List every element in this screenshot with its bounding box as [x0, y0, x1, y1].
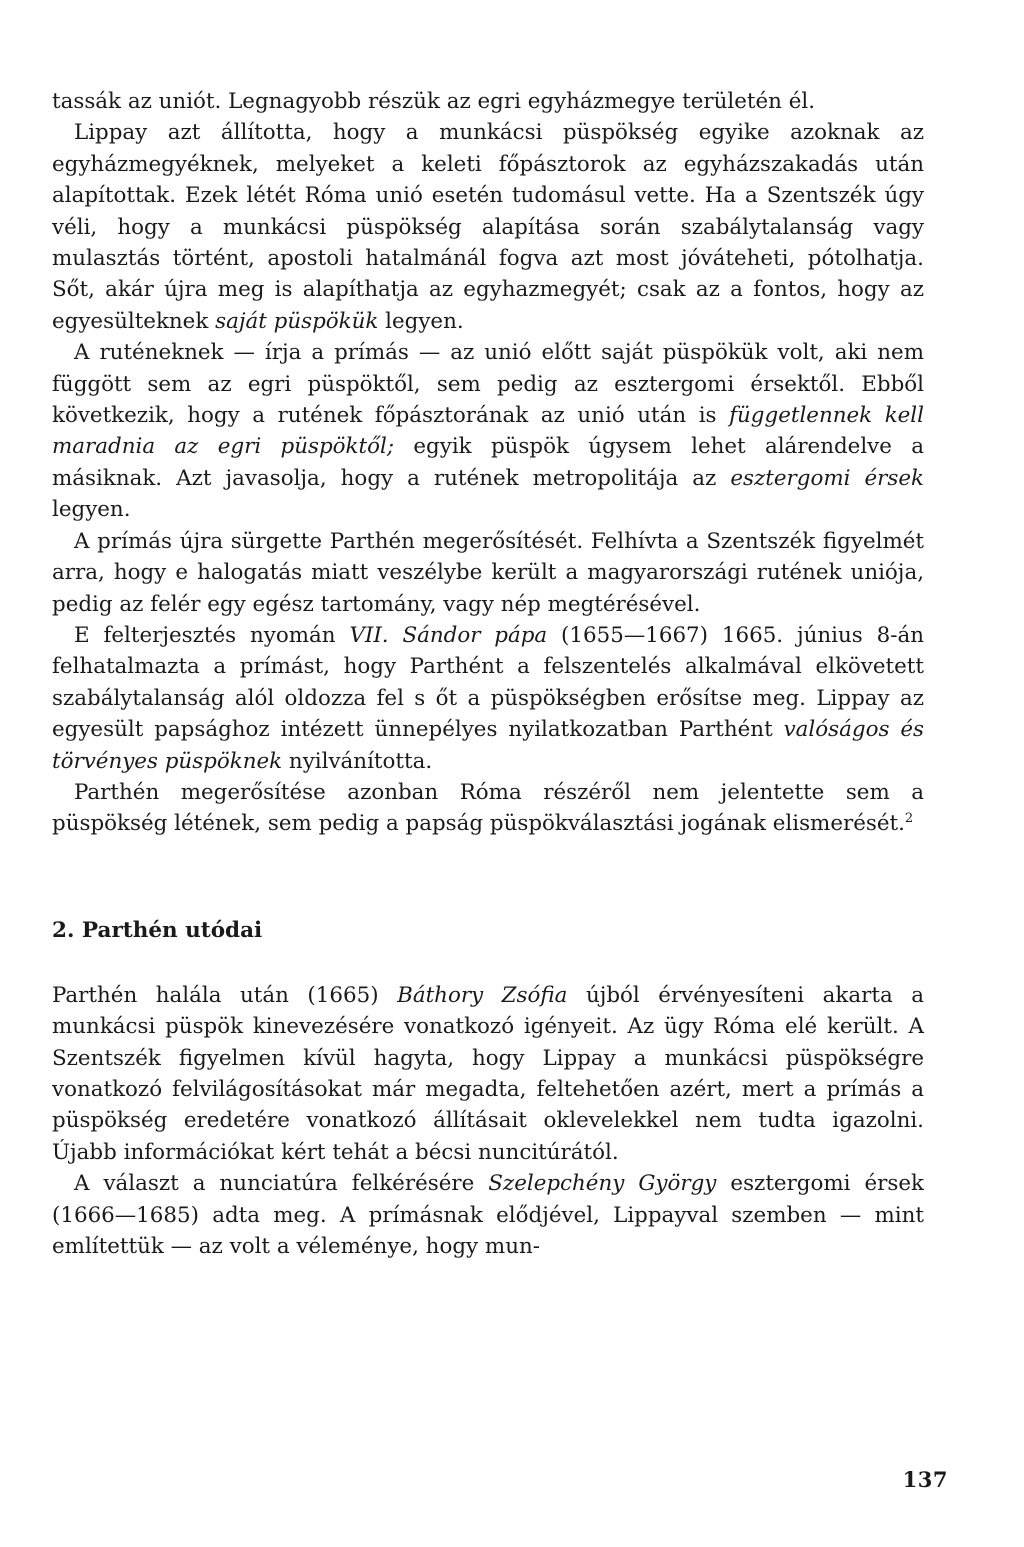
section-paragraphs — [52, 980, 924, 1263]
italic-text: VII. Sándor pápa — [349, 622, 548, 648]
page-number: 137 — [902, 1467, 948, 1492]
text-run: Parthén halála után (1665) — [52, 982, 398, 1008]
paragraph — [52, 1168, 924, 1262]
text-run: nyilvánította. — [282, 748, 433, 774]
paragraph — [52, 117, 924, 337]
text-run: tassák az uniót. Legnagyobb részük az egri egyházmegye területén él. — [52, 89, 816, 114]
text-run: Parthén megerősítése azonban Róma részéről nem jelentette sem a püspökség létének, sem pedig a papság püspökválasztási jogának elismerését. — [52, 779, 924, 837]
paragraph — [52, 980, 924, 1168]
italic-text: Báthory Zsófia — [397, 982, 568, 1008]
text-run: újból érvényesíteni akarta a munkácsi püspök kinevezésére vonatkozó igényeit. Az ügy Róma elé került. A Szentszék figyelmen kívül hagyta, hogy Lippay a munkácsi püspökségre vonatkozó felvilágosításokat már megadta, feltehetően azért, mert a prímás a püspökség eredetére vonatkozó állításait oklevelekkel nem tudta igazolni. Újabb információkat kért tehát a bécsi nuncitúrától. — [52, 982, 924, 1165]
italic-text: valóságos és törvényes püspöknek — [52, 717, 924, 774]
text-run: A prímás újra sürgette Parthén megerősítését. Felhívta a Szentszék figyelmét arra, hogy e halogatás miatt veszélybe került a magyarországi rutének uniója, pedig az felér egy egész tartomány, vagy nép megtérésével. — [52, 528, 924, 617]
paragraph — [52, 526, 924, 620]
italic-text: saját püspökük — [215, 308, 379, 334]
italic-text: függetlennek kell maradnia az egri püspöktől; — [52, 403, 924, 460]
text-column — [52, 86, 924, 1262]
text-run: Lippay azt állította, hogy a munkácsi püspökség egyike azoknak az egyházmegyéknek, melyeket a keleti főpásztorok az egyházszakadás után alapítottak. Ezek létét Róma unió esetén tudomásul vette. Ha a Szentszék úgy véli, hogy a munkácsi püspökség alapítása során szabálytalanság vagy mulasztás történt, apostoli hatalmánál fogva azt most jóváteheti, pótolhatja. Sőt, akár újra meg is alapíthatja az egyhazmegyét; csak az a fontos, hogy az egyesülteknek — [52, 120, 924, 334]
italic-text: Szelepchény György — [488, 1171, 717, 1197]
footnote-marker: 2 — [904, 811, 914, 827]
text-run: E felterjesztés nyomán — [74, 622, 350, 648]
text-run: esztergomi érsek (1666—1685) adta meg. A prímásnak elődjével, Lippayval szemben — mint említettük — az volt a véleménye, hogy mun- — [52, 1171, 924, 1259]
italic-text: esztergomi érsek — [730, 465, 924, 491]
text-run: A választ a nunciatúra felkérésére — [74, 1171, 489, 1197]
paragraph — [52, 777, 924, 840]
paragraph — [52, 86, 924, 117]
body-paragraphs — [52, 86, 924, 840]
section-heading: 2. Parthén utódai — [52, 917, 263, 943]
text-run: (1655—1667) 1665. június 8-án felhatalmazta a prímást, hogy Parthént a felszentelés alkalmával elkövetett szabálytalanság alól oldozza fel s őt a püspökségben erősítse meg. Lippay az egyesült papsághoz intézett ünnepélyes nyilatkozatban Parthént — [52, 622, 924, 743]
paragraph — [52, 620, 924, 777]
text-run: egyik püspök úgysem lehet alárendelve a másiknak. Azt javasolja, hogy a rutének metropolitája az — [52, 434, 925, 491]
text-run: A ruténeknek — írja a prímás — az unió előtt saját püspökük volt, aki nem függött sem az egri püspöktől, sem pedig az esztergomi érsektől. Ebből következik, hogy a rutének főpásztorának az unió után is — [52, 340, 924, 429]
text-run: legyen. — [52, 497, 131, 523]
text-run: legyen. — [378, 308, 464, 334]
paragraph — [52, 337, 924, 525]
